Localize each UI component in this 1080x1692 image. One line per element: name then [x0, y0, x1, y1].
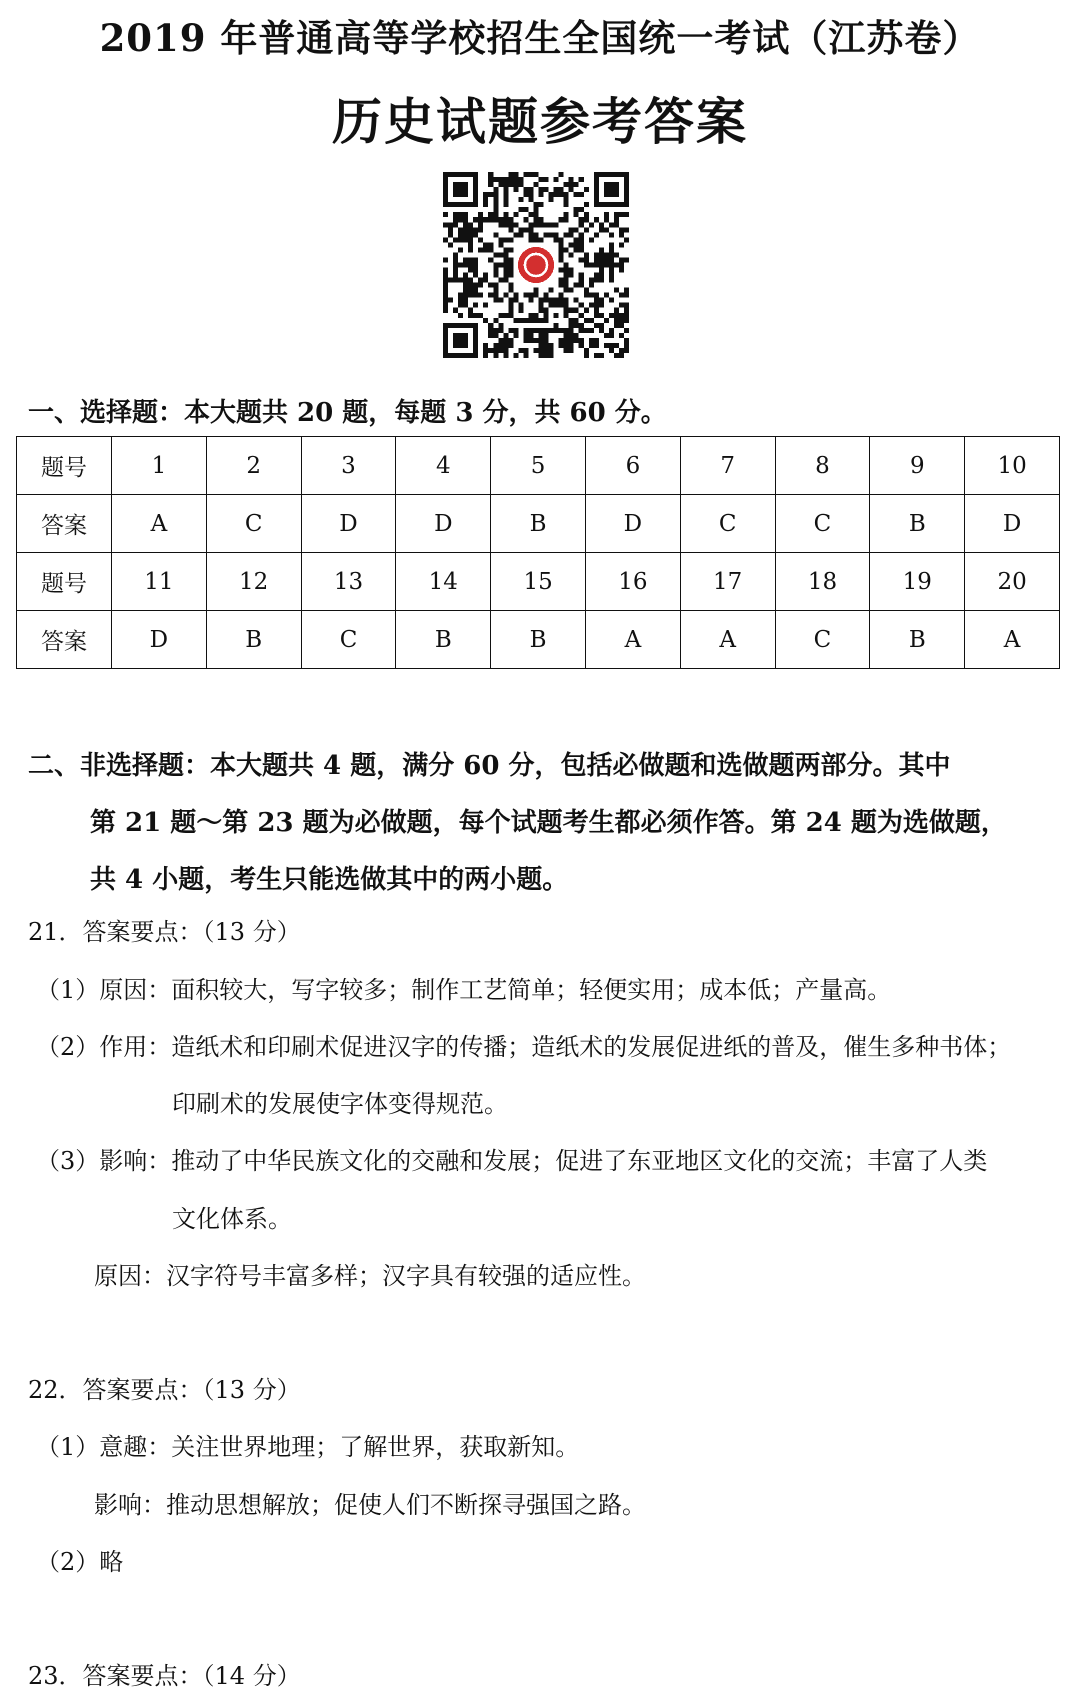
- table-cell: 11: [112, 553, 207, 611]
- subject-title: 历史试题参考答案: [332, 92, 748, 151]
- table-cell: D: [301, 495, 396, 553]
- row-label: 答案: [17, 611, 112, 669]
- table-cell: B: [870, 495, 965, 553]
- table-cell: B: [491, 495, 586, 553]
- table-cell: 7: [680, 437, 775, 495]
- table-cell: 17: [680, 553, 775, 611]
- q21-part3-line1: （3）影响：推动了中华民族文化的交融和发展；促进了东亚地区文化的交流；丰富了人类: [36, 1147, 988, 1175]
- table-cell: C: [680, 495, 775, 553]
- table-cell: A: [680, 611, 775, 669]
- table-cell: D: [396, 495, 491, 553]
- q21-part2-line1: （2）作用：造纸术和印刷术促进汉字的传播；造纸术的发展促进纸的普及，催生多种书体；: [36, 1033, 1012, 1061]
- q21-part3-reason: 原因：汉字符号丰富多样；汉字具有较强的适应性。: [94, 1262, 646, 1290]
- table-cell: C: [301, 611, 396, 669]
- table-row: [17, 437, 1060, 495]
- row-label: 题号: [17, 553, 112, 611]
- table-cell: B: [491, 611, 586, 669]
- table-cell: C: [775, 611, 870, 669]
- q22-title: 22．答案要点：（13 分）: [28, 1376, 301, 1404]
- answer-table: [16, 436, 1060, 669]
- table-cell: 4: [396, 437, 491, 495]
- table-cell: C: [775, 495, 870, 553]
- table-cell: 16: [585, 553, 680, 611]
- table-cell: 5: [491, 437, 586, 495]
- table-cell: 19: [870, 553, 965, 611]
- seal-logo-icon: [518, 247, 554, 283]
- table-cell: D: [585, 495, 680, 553]
- table-row: [17, 611, 1060, 669]
- q22-part2: （2）略: [36, 1548, 124, 1576]
- table-cell: 20: [965, 553, 1060, 611]
- section2-line-1: 二、非选择题：本大题共 4 题，满分 60 分，包括必做题和选做题两部分。其中: [28, 751, 951, 781]
- table-cell: B: [206, 611, 301, 669]
- row-label: 题号: [17, 437, 112, 495]
- table-row: [17, 553, 1060, 611]
- q23-title: 23．答案要点：（14 分）: [28, 1662, 301, 1690]
- section2-heading: [28, 738, 1058, 909]
- table-cell: A: [112, 495, 207, 553]
- table-cell: 12: [206, 553, 301, 611]
- table-cell: 15: [491, 553, 586, 611]
- table-cell: 10: [965, 437, 1060, 495]
- q22-part1-line1: （1）意趣：关注世界地理；了解世界，获取新知。: [36, 1433, 580, 1461]
- section2-line-2: 第 21 题～第 23 题为必做题，每个试题考生都必须作答。第 24 题为选做题，: [90, 808, 1007, 838]
- table-cell: B: [870, 611, 965, 669]
- table-cell: 1: [112, 437, 207, 495]
- table-cell: C: [206, 495, 301, 553]
- table-cell: 18: [775, 553, 870, 611]
- table-row: [17, 495, 1060, 553]
- q22-part1-line2: 影响：推动思想解放；促使人们不断探寻强国之路。: [94, 1491, 646, 1519]
- qr-code-image: [443, 172, 629, 358]
- table-cell: 3: [301, 437, 396, 495]
- table-cell: A: [965, 611, 1060, 669]
- table-cell: 2: [206, 437, 301, 495]
- table-cell: 8: [775, 437, 870, 495]
- table-cell: A: [585, 611, 680, 669]
- table-cell: D: [965, 495, 1060, 553]
- table-cell: 13: [301, 553, 396, 611]
- table-cell: D: [112, 611, 207, 669]
- section1-heading: 一、选择题：本大题共 20 题，每题 3 分，共 60 分。: [28, 398, 667, 428]
- row-label: 答案: [17, 495, 112, 553]
- table-cell: 9: [870, 437, 965, 495]
- q21-part2-line2: 印刷术的发展使字体变得规范。: [172, 1090, 508, 1118]
- q21-part1: （1）原因：面积较大，写字较多；制作工艺简单；轻便实用；成本低；产量高。: [36, 976, 892, 1004]
- section2-line-3: 共 4 小题，考生只能选做其中的两小题。: [90, 865, 569, 895]
- table-cell: B: [396, 611, 491, 669]
- exam-title: 2019 年普通高等学校招生全国统一考试（江苏卷）: [99, 16, 981, 60]
- q21-title: 21．答案要点：（13 分）: [28, 918, 301, 946]
- table-cell: 14: [396, 553, 491, 611]
- q21-part3-line2: 文化体系。: [172, 1205, 292, 1233]
- table-cell: 6: [585, 437, 680, 495]
